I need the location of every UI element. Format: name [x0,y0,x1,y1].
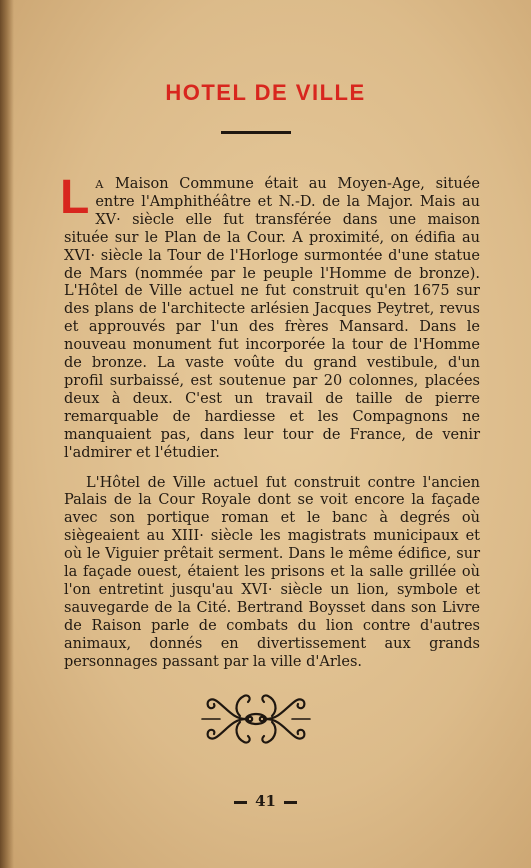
paragraph-2: L'Hôtel de Ville actuel fut construit contre l'ancien Palais de la Cour Royale dont se voit encore la façade avec son portique roman et le banc à degrés où siègeaient au XIII· siècle les magistrats municipaux et où le Viguier prêtait serment. Dans le même édifice, sur la façade ouest, étaient les prisons et la salle grillée où l'on entretint jusqu'au XVI· siècle un lion, symbole et sauvegarde de la Cité. Bertrand Boysset dans son Livre de Raison parle de combats du lion contre d'autres animaux, donnés en divertissement aux grands personnages passant par la ville d'Arles. [64,474,480,670]
title-divider [221,131,291,134]
scroll-ornament-icon [200,688,312,750]
page-number-dash-right [284,801,297,804]
page-number [0,792,531,810]
book-spine-edge [0,0,14,868]
paragraph-1-lead: A [95,178,105,191]
body-text [60,171,480,671]
page-number-dash-left [234,801,247,804]
paragraph-1-text: Maison Commune était au Moyen-Age, située entre l'Amphithéâtre et N.-D. de la Major. Mais au XV· siècle elle fut transférée dans une maison située sur le Plan de la Cour. A proximité, on édifia au XVI· siècle la Tour de l'Horloge surmontée d'une statue de Mars (nommée par le peuple l'Homme de bronze). L'Hôtel de Ville actuel ne fut construit qu'en 1675 sur des plans de l'architecte arlésien Jacques Peytret, revus et approuvés par l'un des frères Mansard. Dans le nouveau monument fut incorporée la tour de l'Homme de bronze. La vaste voûte du grand vestibule, d'un profil surbaissé, est soutenue par 20 colonnes, placées deux à deux. C'est un travail de taille de pierre remarquable de hardiesse et les Compagnons ne manquaient pas, dans leur tour de France, de venir l'admirer et l'étudier. [64,176,480,461]
paragraph-1 [60,171,480,463]
page-title: HOTEL DE VILLE [165,80,366,105]
drop-cap: L [60,171,90,224]
page-number-value: 41 [255,792,276,810]
